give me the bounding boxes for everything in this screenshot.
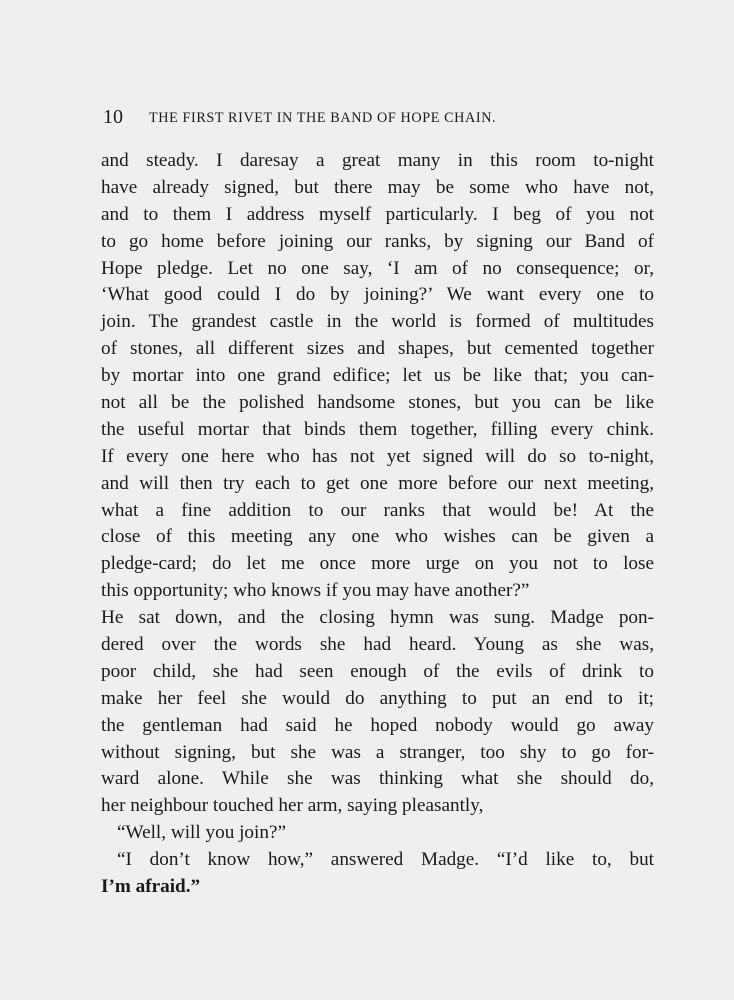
- text-line: this opportunity; who knows if you may have another?”: [101, 580, 530, 602]
- text-line: “I don’t know how,” answered Madge. “I’d like to, but: [117, 849, 654, 871]
- text-line: to go home before joining our ranks, by signing our Band of: [101, 230, 654, 252]
- text-line: by mortar into one grand edifice; let us be like that; you can-: [101, 365, 654, 387]
- text-line: have already signed, but there may be some who have not,: [101, 176, 654, 198]
- text-line: dered over the words she had heard. Young as she was,: [101, 634, 654, 656]
- text-line: and steady. I daresay a great many in this room to-night: [101, 150, 654, 171]
- text-line: the gentleman had said he hoped nobody would go away: [101, 714, 654, 736]
- text-line: ward alone. While she was thinking what she should do,: [101, 768, 654, 790]
- text-line: and will then try each to get one more before our next meeting,: [101, 472, 654, 494]
- text-line: close of this meeting any one who wishes can be given a: [101, 526, 654, 548]
- body-text: [101, 148, 654, 901]
- text-line: Hope pledge. Let no one say, ‘I am of no consequence; or,: [101, 257, 654, 279]
- text-line: her neighbour touched her arm, saying pleasantly,: [101, 795, 484, 817]
- text-line: and to them I address myself particularly. I beg of you not: [101, 203, 654, 225]
- text-line: what a fine addition to our ranks that would be! At the: [101, 499, 654, 521]
- text-line: “Well, will you join?”: [117, 822, 286, 844]
- text-line: not all be the polished handsome stones, but you can be like: [101, 392, 654, 414]
- page-header: [103, 104, 643, 130]
- text-line: of stones, all different sizes and shapes, but cemented together: [101, 338, 654, 360]
- text-line: I’m afraid.”: [101, 876, 201, 898]
- text-line: the useful mortar that binds them together, filling every chink.: [101, 418, 654, 440]
- text-line: He sat down, and the closing hymn was sung. Madge pon-: [101, 607, 654, 629]
- text-line: without signing, but she was a stranger, too shy to go for-: [101, 741, 654, 763]
- text-line: make her feel she would do anything to put an end to it;: [101, 687, 654, 709]
- text-line: ‘What good could I do by joining?’ We want every one to: [101, 284, 654, 306]
- text-line: poor child, she had seen enough of the evils of drink to: [101, 660, 654, 682]
- text-line: pledge-card; do let me once more urge on you not to lose: [101, 553, 654, 575]
- running-title: THE FIRST RIVET IN THE BAND OF HOPE CHAIN.: [149, 110, 497, 126]
- text-line: join. The grandest castle in the world is formed of multitudes: [101, 311, 654, 333]
- page-number: 10: [103, 106, 123, 128]
- text-line: If every one here who has not yet signed will do so to-night,: [101, 445, 654, 467]
